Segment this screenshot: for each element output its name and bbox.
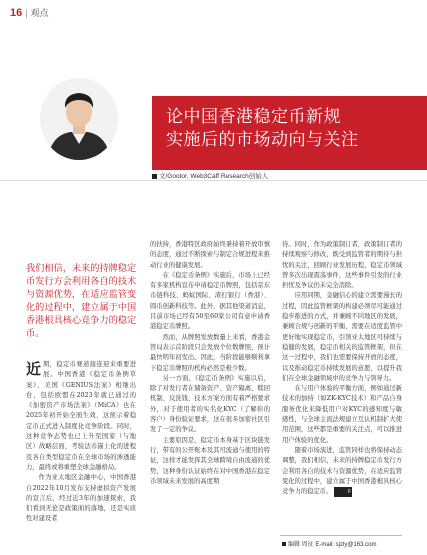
- paragraph: 作为亚太地区金融中心，中国香港自2022年10月发布支持虚拟资产发展的宣言后，经过近3年的加速探索，我们看到无论是政策面的落地，还是实质性对建设者: [26, 474, 136, 523]
- article-column-2: [150, 240, 270, 487]
- end-mark: F: [334, 487, 352, 497]
- drop-cap: 近: [26, 360, 42, 378]
- article-column-3: [282, 240, 402, 497]
- header-separator: |: [25, 7, 28, 18]
- footer-text: 编辑 周征 E-mail: sjzly@163.com: [288, 542, 377, 548]
- divider: [0, 180, 427, 181]
- title-line-2: 实施后的市场动向与关注: [166, 130, 359, 150]
- paragraph: 在《稳定币条例》实施后，市场上已经有多家机构宣布申请稳定币牌照，包括京东币链科技、蚂蚁国际、渣打银行（香港）、圆币创新科技等。此外，据其他渠道消息，目前市场已经有50至60家公司有意申请香港稳定币牌照。: [150, 271, 270, 331]
- section-label: 观点: [30, 8, 49, 18]
- author-portrait-image: [40, 78, 118, 160]
- paragraph: [282, 446, 402, 497]
- page-number: 16: [10, 6, 23, 19]
- byline-text: 文/Gootor, Web3Caff Research创始人: [159, 173, 269, 180]
- paragraph: 在与用户体验的平衡方面，例如通过新技术的加持（如ZK-KYC技术）和产品自身服务优化来降低用户对KYC的感知度与敏感性，与全球主流法规建立互认机制扩大使用范围，这些都是重要的关注点，可以推进用户体验的优化。: [282, 385, 402, 444]
- byline-square-icon: [152, 174, 157, 179]
- editor-footer: [282, 539, 376, 548]
- paragraph: [26, 360, 136, 473]
- page-header: [10, 6, 49, 19]
- footer-divider: [280, 535, 402, 536]
- paragraph: 主要原因是，稳定币本身基于区块链发行，带有的公开账本及其可流通与使用的特征，这样才能发挥其全球跨境自由流通的优势，这种身份认证始终在对中国香港在稳定币领域未来发展的高度期: [150, 436, 270, 485]
- paragraph: 另一方面，《稳定币条例》实施以后，除了对发行者在储备资产、资产隔离、赎回机制、反洗钱、技术方案方面有着严格要求外，对于使用者的实名化KYC（了解你的客户）身份验证要求，这在很多加密社区引发了一定的争议。: [150, 374, 270, 434]
- paragraph: 的扶持，香港特区政府始终秉持着开放审慎的态度，通过不断探索与制定合规进程来推动行业的健康发展。: [150, 241, 270, 269]
- paragraph: 待。同时，作为政策制订者，政策制订者的持续观察与修改，既受到监管者的期待与担忧的关注，回顾行业发展历程，稳定币领域曾多次出现震荡事件，这些事件引发的行业担忧及争议仍未完全消除。: [282, 241, 402, 290]
- title-line-1: 论中国香港稳定币新规: [166, 107, 341, 127]
- footer-square-icon: [282, 542, 286, 546]
- title-banner: [152, 96, 427, 170]
- paragraph: 然而，从牌照发放数量上来看，香港金管局表示首阶段只会发放个位数牌照，预计最快明年初发出。因此，当阶段能够顺利拿下稳定币牌照的机构必然是极少数。: [150, 333, 270, 372]
- pull-quote: 我们相信，未来的持牌稳定币发行方会利用各自的技术与资源优势，在适应监管变化的过程中，建立属于中国香港根具核心竞争力的稳定币。: [26, 263, 137, 339]
- paragraph-text: 随着市场演进，监管同样也将保持动态调整，我们相信，未来的持牌稳定币发行方会利用各自的技术与资源优势，在适应监管变化的过程中，建立属于中国香港根具核心竞争力的稳定币。: [282, 446, 402, 496]
- article-column-1: [26, 360, 136, 525]
- byline: [152, 171, 268, 180]
- author-photo: [40, 78, 118, 160]
- paragraph-text: 期，稳定币赛道接连迎来重要进展。中国香港《稳定币条例草案》、美国《GENIUS法案》相继出台，包括欧盟在2023年就已通过的《加密资产市场法案》（MiCA）也在2025年初开始全面生效，这预示着稳定币正式进入制度化竞争阶段。同时，这种竞争态势也已上升至国家（与地区）战略层面，考验法币锚上化的进程及各自类型稳定币在全球市场的渗透能力，最终或将重塑全球金融格局。: [26, 361, 136, 471]
- paragraph: 应用同期，金融信心的建立需要漫长的过程，因此监管框架的构建必须尽可能通过稳步推进的方式，并兼顾不同地区的发展，兼顾合规与创新的平衡，需要在适度监管中更好地实现稳定币，引领亚太地区可持续与稳健的发展，稳定币相关的监管框架，但在这一过程中，我们也需要保持开放的态度，以及推动稳定币持续发展的意愿，以提升我们在全球金融领域中的竞争力与领导力。: [282, 292, 402, 382]
